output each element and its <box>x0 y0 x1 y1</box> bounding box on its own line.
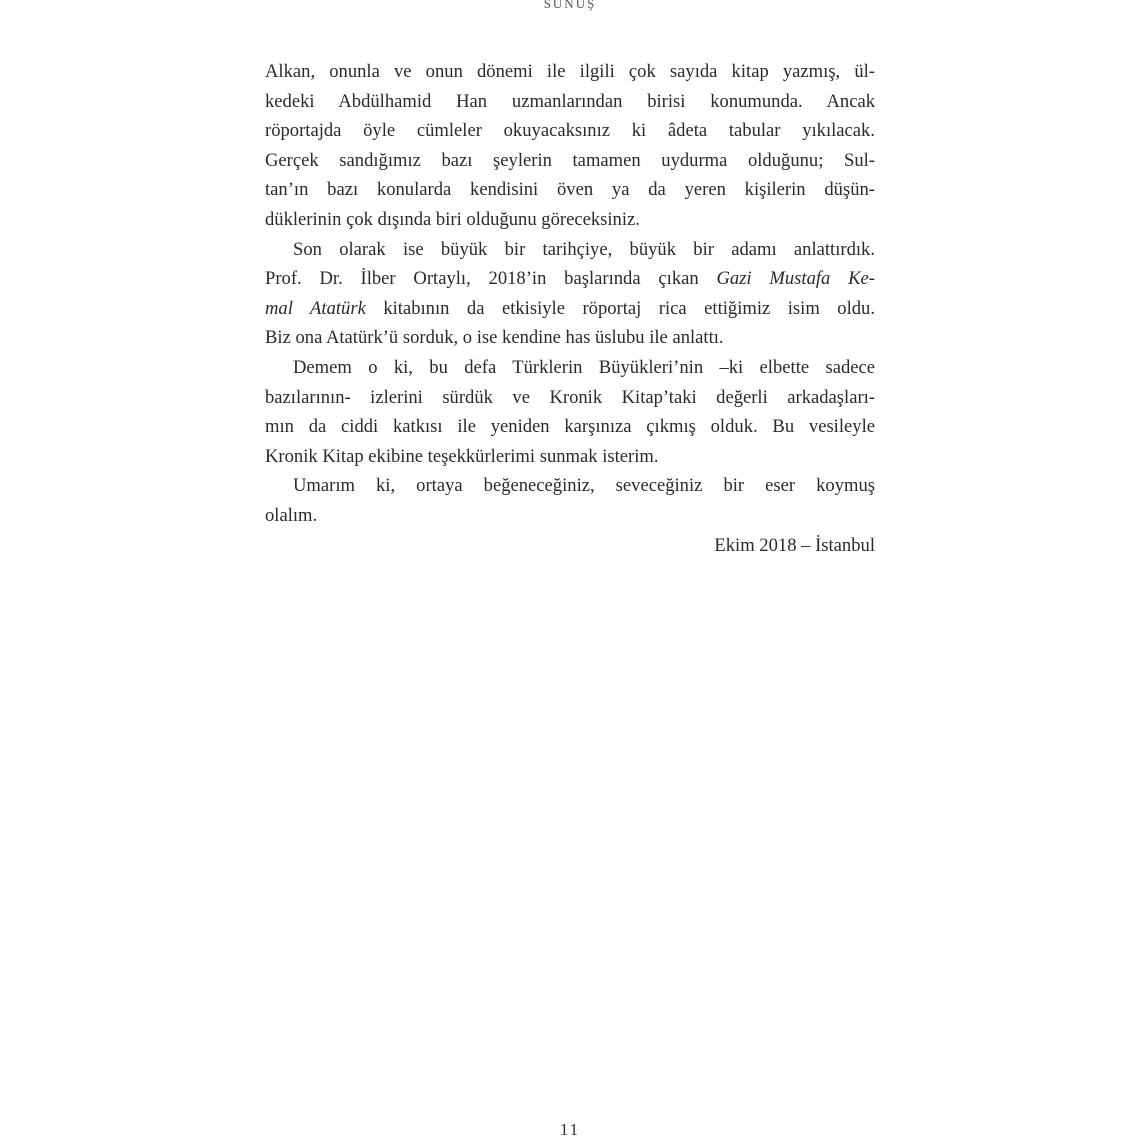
paragraph <box>265 235 875 353</box>
text-run: Prof. Dr. İlber Ortaylı, 2018’in başlarında çıkan <box>265 268 717 290</box>
text-line: tan’ın bazı konularda kendisini öven ya da yeren kişilerin düşün- <box>265 179 875 201</box>
paragraph <box>265 57 875 235</box>
text-line: Umarım ki, ortaya beğeneceğiniz, seveceğiniz bir eser koymuş <box>293 475 875 497</box>
text-line <box>265 294 875 324</box>
paragraph <box>265 471 875 530</box>
book-title: mal Atatürk <box>265 297 366 319</box>
text-line: Demem o ki, bu defa Türklerin Büyükleri’nin –ki elbette sadece <box>293 356 875 378</box>
text-line <box>265 264 875 294</box>
text-line: Biz ona Atatürk’ü sorduk, o ise kendine has üslubu ile anlattı. <box>265 327 724 349</box>
text-line: düklerinin çok dışında biri olduğunu göreceksiniz. <box>265 208 640 230</box>
text-line: mın da ciddi katkısı ile yeniden karşınıza çıkmış olduk. Bu vesileyle <box>265 416 875 438</box>
page-number: 11 <box>559 1120 581 1139</box>
body-text <box>265 57 875 560</box>
text-line: Gerçek sandığımız bazı şeylerin tamamen uydurma olduğunu; Sul- <box>265 149 875 171</box>
date-place-signature: Ekim 2018 – İstanbul <box>714 534 875 556</box>
text-line: Kronik Kitap ekibine teşekkürlerimi sunmak isterim. <box>265 445 659 467</box>
text-run: kitabının da etkisiyle röportaj rica ettiğimiz isim oldu. <box>365 297 875 319</box>
running-head: SUNUŞ <box>543 0 597 11</box>
text-line: kedeki Abdülhamid Han uzmanlarından birisi konumunda. Ancak <box>265 90 875 112</box>
text-line: Son olarak ise büyük bir tarihçiye, büyük bir adamı anlattırdık. <box>293 238 875 260</box>
text-line: bazılarının- izlerini sürdük ve Kronik Kitap’taki değerli arkadaşları- <box>265 386 875 408</box>
text-line: Alkan, onunla ve onun dönemi ile ilgili çok sayıda kitap yazmış, ül- <box>265 61 875 82</box>
text-line: röportajda öyle cümleler okuyacaksınız ki âdeta tabular yıkılacak. <box>265 120 875 142</box>
text-line: olalım. <box>265 504 318 526</box>
book-title: Gazi Mustafa Ke- <box>716 268 875 290</box>
paragraph <box>265 353 875 471</box>
